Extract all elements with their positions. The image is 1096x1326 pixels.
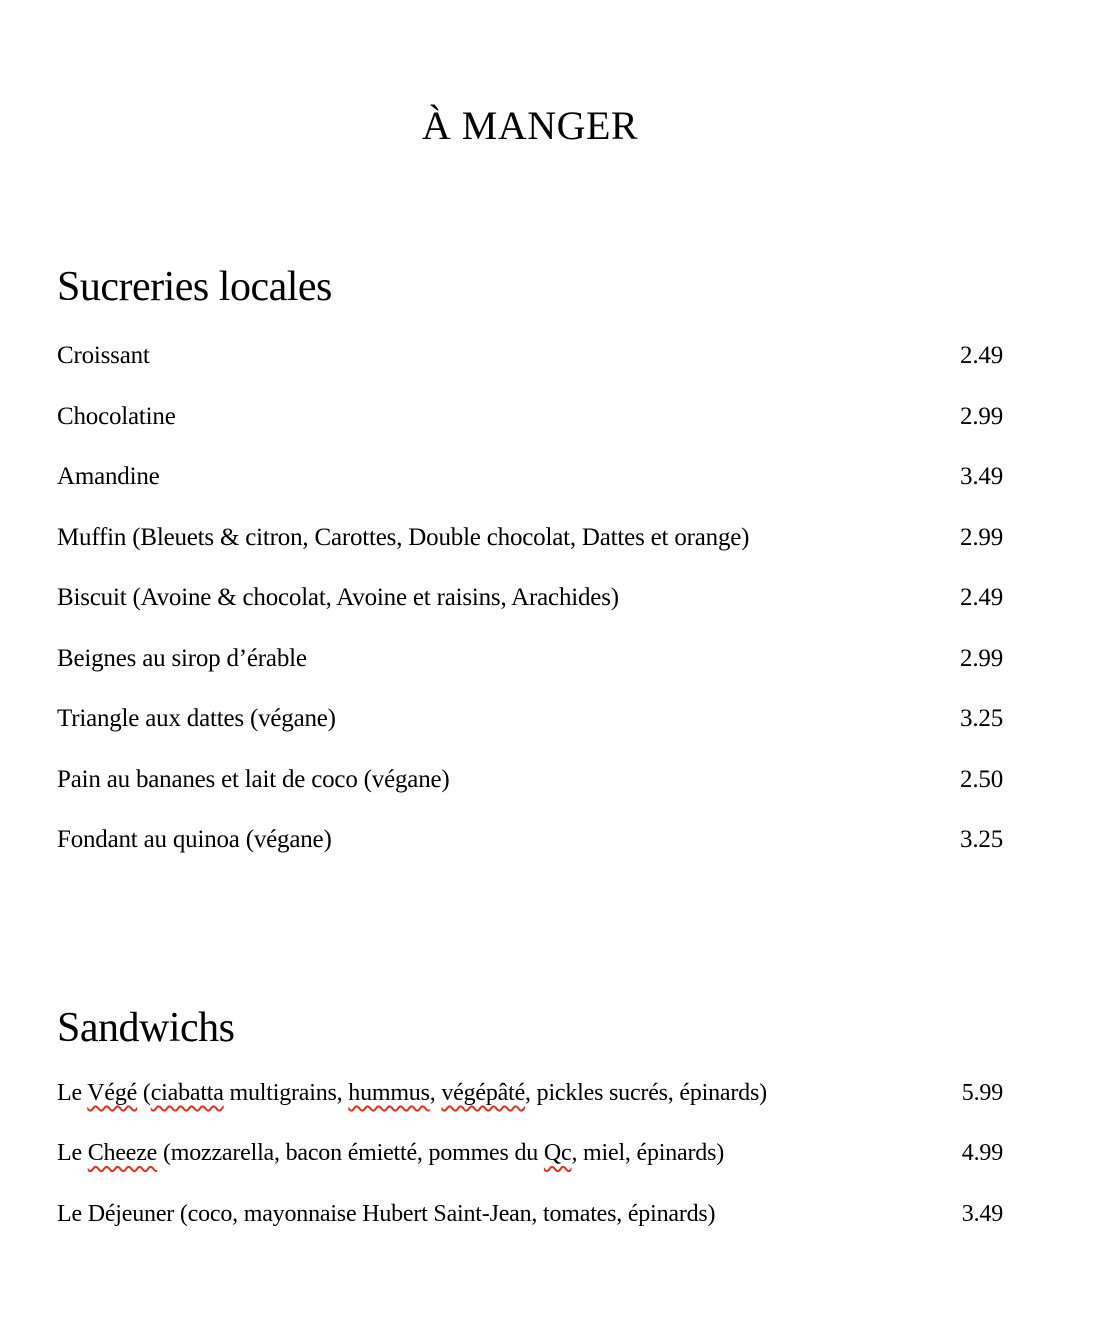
- page-title: À MANGER: [421, 103, 639, 148]
- menu-item-price: 3.49: [961, 1200, 1003, 1227]
- menu-item-text: Le: [57, 1079, 88, 1106]
- menu-item-row: [57, 689, 1003, 750]
- menu-item-text: Muffin (Bleuets & citron, Carottes, Double chocolat, Dattes et orange): [57, 523, 750, 551]
- menu-item-text: Beignes au sirop d’érable: [57, 644, 307, 672]
- menu-item-price: 2.99: [960, 402, 1003, 430]
- menu-item-text: , miel, épinards): [571, 1140, 725, 1167]
- menu-item-price: 2.50: [960, 765, 1003, 793]
- menu-item-name: [57, 810, 936, 871]
- menu-item-row: [57, 810, 1003, 871]
- menu-item-text: Croissant: [57, 342, 150, 370]
- menu-item-row: [57, 1184, 1003, 1245]
- menu-item-name: [57, 447, 936, 508]
- menu-item-text: (mozzarella, bacon émietté, pommes du: [157, 1140, 544, 1167]
- menu-section: [57, 1005, 1003, 1245]
- menu-item-name: [57, 1063, 938, 1124]
- menu-item-row: [57, 750, 1003, 811]
- menu-item-row: [57, 1063, 1003, 1124]
- menu-item-price: 3.49: [960, 463, 1003, 491]
- misspelled-word: Végé: [87, 1079, 138, 1106]
- menu-item-row: [57, 387, 1003, 448]
- menu-item-text: multigrains,: [223, 1079, 349, 1106]
- section-heading: Sandwichs: [57, 1004, 235, 1051]
- menu-item-list: [57, 326, 1003, 871]
- menu-item-text: Biscuit (Avoine & chocolat, Avoine et raisins, Arachides): [57, 584, 619, 612]
- menu-item-text: Triangle aux dattes (végane): [57, 705, 336, 733]
- menu-item-price: 3.25: [960, 826, 1003, 854]
- misspelled-word: Qc: [543, 1140, 572, 1167]
- menu-item-text: ,: [429, 1079, 442, 1106]
- menu-item-price: 4.99: [961, 1140, 1003, 1167]
- menu-item-price: 2.99: [960, 523, 1003, 551]
- menu-item-price: 2.49: [960, 342, 1003, 370]
- menu-item-name: [57, 750, 936, 811]
- menu-item-row: [57, 508, 1003, 569]
- menu-item-text: Amandine: [57, 463, 160, 491]
- menu-item-name: [57, 689, 936, 750]
- menu-item-price: 3.25: [960, 705, 1003, 733]
- menu-section: [57, 264, 1003, 871]
- menu-item-name: [57, 629, 936, 690]
- menu-item-list: [57, 1063, 1003, 1245]
- misspelled-word: végépâté: [441, 1079, 526, 1106]
- menu-item-name: [57, 508, 936, 569]
- menu-item-row: [57, 447, 1003, 508]
- menu-sections: [57, 264, 1003, 1244]
- menu-item-text: Chocolatine: [57, 402, 176, 430]
- misspelled-word: ciabatta: [150, 1079, 224, 1106]
- menu-item-name: [57, 1184, 938, 1245]
- menu-item-text: Pain au bananes et lait de coco (végane): [57, 765, 450, 793]
- misspelled-word: hummus: [348, 1079, 430, 1106]
- menu-item-row: [57, 629, 1003, 690]
- menu-item-row: [57, 1123, 1003, 1184]
- menu-item-text: , pickles sucrés, épinards): [525, 1079, 767, 1106]
- menu-item-text: Le Déjeuner (coco, mayonnaise Hubert Saint-Jean, tomates, épinards): [57, 1200, 716, 1227]
- menu-item-price: 5.99: [961, 1079, 1003, 1106]
- section-heading: Sucreries locales: [57, 264, 332, 310]
- menu-item-price: 2.99: [960, 644, 1003, 672]
- menu-item-row: [57, 568, 1003, 629]
- menu-item-row: [57, 326, 1003, 387]
- menu-item-name: [57, 568, 936, 629]
- menu-item-name: [57, 326, 936, 387]
- menu-item-name: [57, 1123, 938, 1184]
- menu-item-text: (: [137, 1079, 151, 1106]
- menu-item-price: 2.49: [960, 584, 1003, 612]
- menu-item-text: Fondant au quinoa (végane): [57, 826, 332, 854]
- menu-item-text: Le: [57, 1140, 88, 1167]
- misspelled-word: Cheeze: [87, 1140, 158, 1167]
- menu-item-name: [57, 387, 936, 448]
